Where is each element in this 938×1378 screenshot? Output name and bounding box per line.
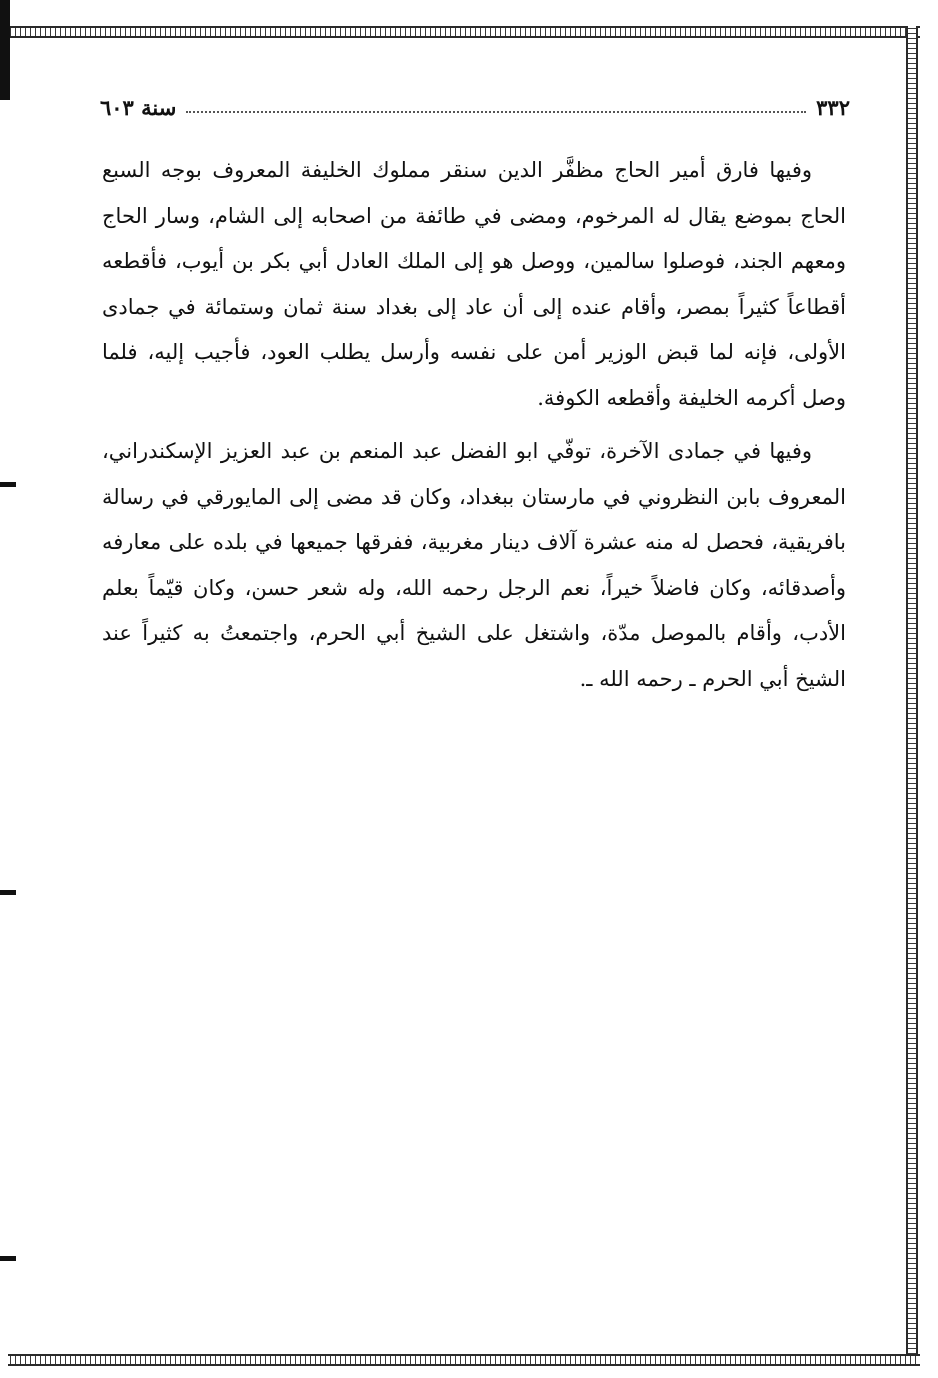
header-dotted-leader (186, 111, 806, 113)
ornamental-border-top (8, 26, 920, 38)
scan-margin-mark (0, 890, 16, 895)
scan-margin-mark (0, 1256, 16, 1261)
paragraph: وفيها في جمادى الآخرة، توفّي ابو الفضل عبد المنعم بن عبد العزيز الإسكندراني، المعروف بابن النظروني في مارستان ببغداد، وكان قد مضى إلى المايورقي في رسالة بافريقية، فحصل له منه عشرة آلاف دينار مغربية، ففرقها جميعها في بلده على معارفه وأصدقائه، وكان فاضلاً خيراً، نعم الرجل رحمه الله، وله شعر حسن، وكان قيّماً بعلم الأدب، وأقام بالموصل مدّة، واشتغل على الشيخ أبي الحرم، واجتمعتُ به كثيراً عند الشيخ أبي الحرم ـ رحمه الله ـ. (102, 439, 846, 691)
ornamental-border-bottom (8, 1354, 920, 1366)
scan-margin-mark (0, 482, 16, 487)
ornamental-border-right (906, 26, 918, 1366)
scan-edge-artifact (0, 0, 10, 100)
year-heading: سنة ٦٠٣ (100, 95, 177, 120)
running-header (100, 90, 850, 120)
paragraph: وفيها فارق أمير الحاج مظفَّر الدين سنقر مملوك الخليفة المعروف بوجه السبع الحاج بموضع يقال له المرخوم، ومضى في طائفة من اصحابه إلى الشام، وسار الحاج ومعهم الجند، فوصلوا سالمين، ووصل هو إلى الملك العادل أبي بكر بن أيوب، فأقطعه أقطاعاً كثيراً بمصر، وأقام عنده إلى أن عاد إلى بغداد سنة ثمان وستمائة في جمادى الأولى، فإنه لما قبض الوزير أمن على نفسه وأرسل يطلب العود، فأجيب إليه، فلما وصل أكرمه الخليفة وأقطعه الكوفة. (102, 158, 846, 410)
page-number: ٣٣٢ (816, 95, 850, 120)
page-body (102, 148, 846, 702)
